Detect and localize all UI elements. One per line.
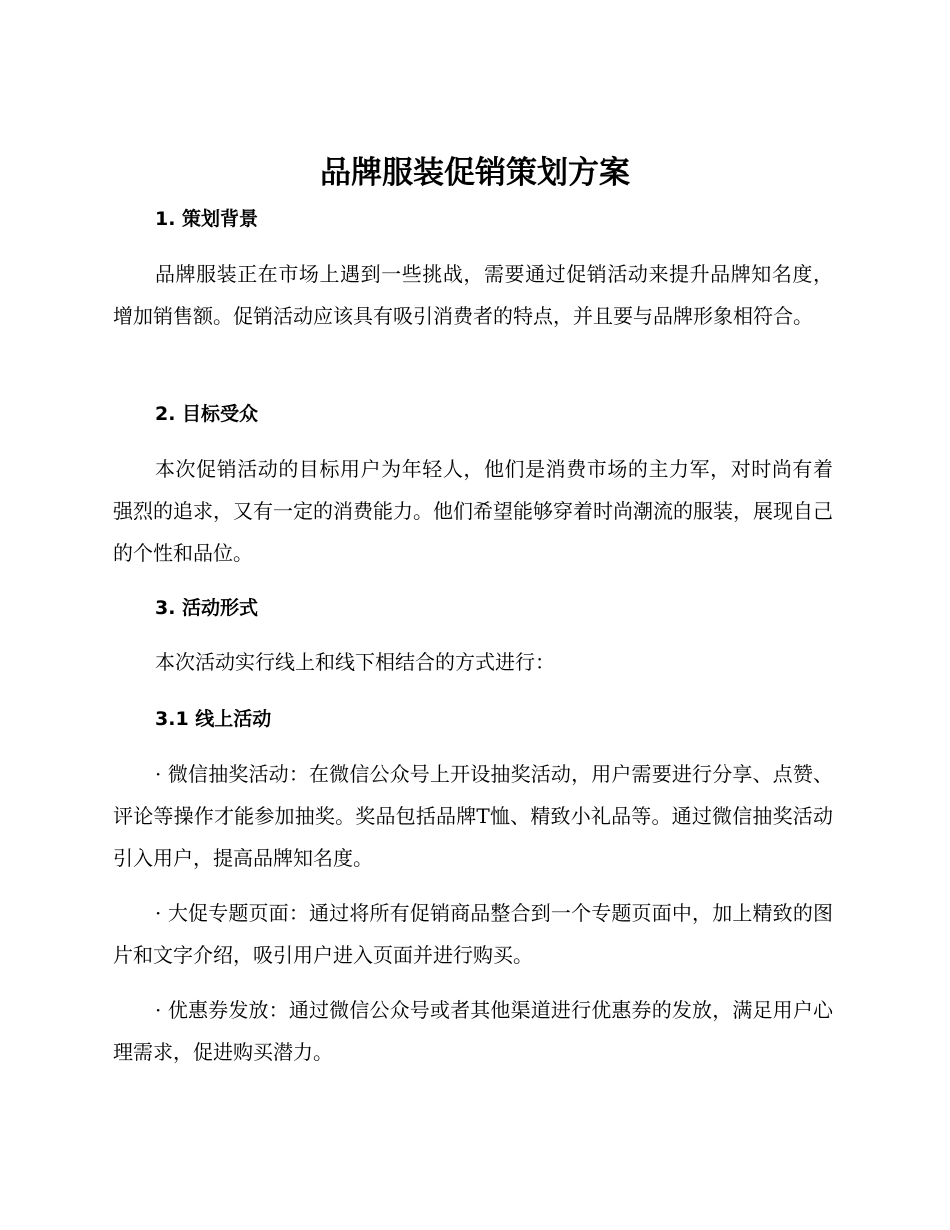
section-paragraph-background: 品牌服装正在市场上遇到一些挑战，需要通过促销活动来提升品牌知名度，增加销售额。促销活动应该具有吸引消费者的特点，并且要与品牌形象相符合。 — [113, 262, 833, 328]
list-item-coupons: · 优惠券发放：通过微信公众号或者其他渠道进行优惠券的发放，满足用户心理需求，促进购买潜力。 — [113, 998, 833, 1064]
list-item-promo-page: · 大促专题页面：通过将所有促销商品整合到一个专题页面中，加上精致的图片和文字介绍，吸引用户进入页面并进行购买。 — [113, 901, 833, 967]
list-item-wechat-lottery: · 微信抽奖活动：在微信公众号上开设抽奖活动，用户需要进行分享、点赞、评论等操作才能参加抽奖。奖品包括品牌T恤、精致小礼品等。通过微信抽奖活动引入用户，提高品牌知名度。 — [113, 762, 833, 870]
section-paragraph-format: 本次活动实行线上和线下相结合的方式进行： — [155, 650, 555, 674]
document-title: 品牌服装促销策划方案 — [320, 155, 630, 191]
section-heading-background: 1. 策划背景 — [155, 208, 259, 230]
section-heading-audience: 2. 目标受众 — [155, 403, 259, 425]
section-heading-format: 3. 活动形式 — [155, 597, 259, 619]
section-paragraph-audience: 本次促销活动的目标用户为年轻人，他们是消费市场的主力军，对时尚有着强烈的追求，又有一定的消费能力。他们希望能够穿着时尚潮流的服装，展现自己的个性和品位。 — [113, 457, 833, 565]
section-heading-online: 3.1 线上活动 — [155, 708, 272, 730]
